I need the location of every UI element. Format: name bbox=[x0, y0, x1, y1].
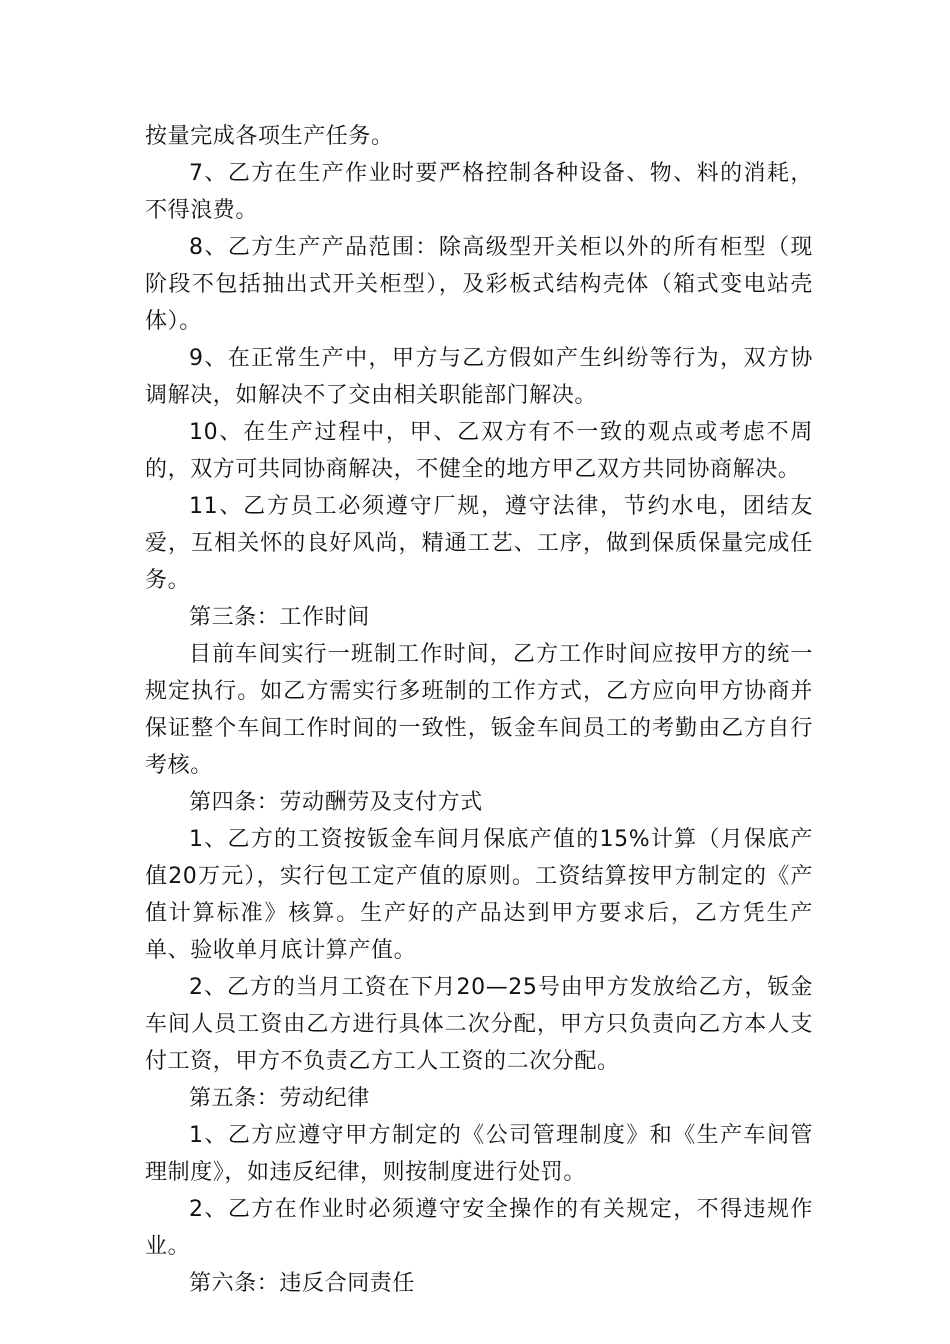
paragraph-item-8: 8、乙方生产产品范围：除高级型开关柜以外的所有柜型（现阶段不包括抽出式开关柜型），及彩板式结构壳体（箱式变电站壳体）。 bbox=[145, 235, 813, 334]
paragraph-discipline-1: 1、乙方应遵守甲方制定的《公司管理制度》和《生产车间管理制度》，如违反纪律，则按制度进行处罚。 bbox=[145, 1123, 813, 1185]
paragraph-item-9: 9、在正常生产中，甲方与乙方假如产生纠纷等行为，双方协调解决，如解决不了交由相关职能部门解决。 bbox=[145, 346, 813, 408]
paragraph-item-10: 10、在生产过程中，甲、乙双方有不一致的观点或考虑不周的，双方可共同协商解决，不健全的地方甲乙双方共同协商解决。 bbox=[145, 420, 813, 482]
document-body bbox=[145, 118, 813, 1302]
section-heading-3: 第三条：工作时间 bbox=[189, 605, 370, 630]
paragraph-wage-1: 1、乙方的工资按钣金车间月保底产值的15%计算（月保底产值20万元），实行包工定产值的原则。工资结算按甲方制定的《产值计算标准》核算。生产好的产品达到甲方要求后，乙方凭生产单、验收单月底计算产值。 bbox=[145, 827, 813, 963]
paragraph-wage-2: 2、乙方的当月工资在下月20—25号由甲方发放给乙方，钣金车间人员工资由乙方进行具体二次分配，甲方只负责向乙方本人支付工资，甲方不负责乙方工人工资的二次分配。 bbox=[145, 975, 813, 1074]
section-heading-5: 第五条：劳动纪律 bbox=[189, 1086, 370, 1111]
paragraph-continuation: 按量完成各项生产任务。 bbox=[145, 124, 394, 149]
paragraph-work-hours: 目前车间实行一班制工作时间，乙方工作时间应按甲方的统一规定执行。如乙方需实行多班制的工作方式，乙方应向甲方协商并保证整个车间工作时间的一致性，钣金车间员工的考勤由乙方自行考核。 bbox=[145, 642, 813, 778]
paragraph-item-11: 11、乙方员工必须遵守厂规，遵守法律，节约水电，团结友爱，互相关怀的良好风尚，精通工艺、工序，做到保质保量完成任务。 bbox=[145, 494, 813, 593]
section-heading-6: 第六条：违反合同责任 bbox=[189, 1271, 416, 1296]
paragraph-discipline-2: 2、乙方在作业时必须遵守安全操作的有关规定，不得违规作业。 bbox=[145, 1197, 813, 1259]
section-heading-4: 第四条：劳动酬劳及支付方式 bbox=[189, 790, 483, 815]
paragraph-item-7: 7、乙方在生产作业时要严格控制各种设备、物、料的消耗，不得浪费。 bbox=[145, 161, 813, 223]
